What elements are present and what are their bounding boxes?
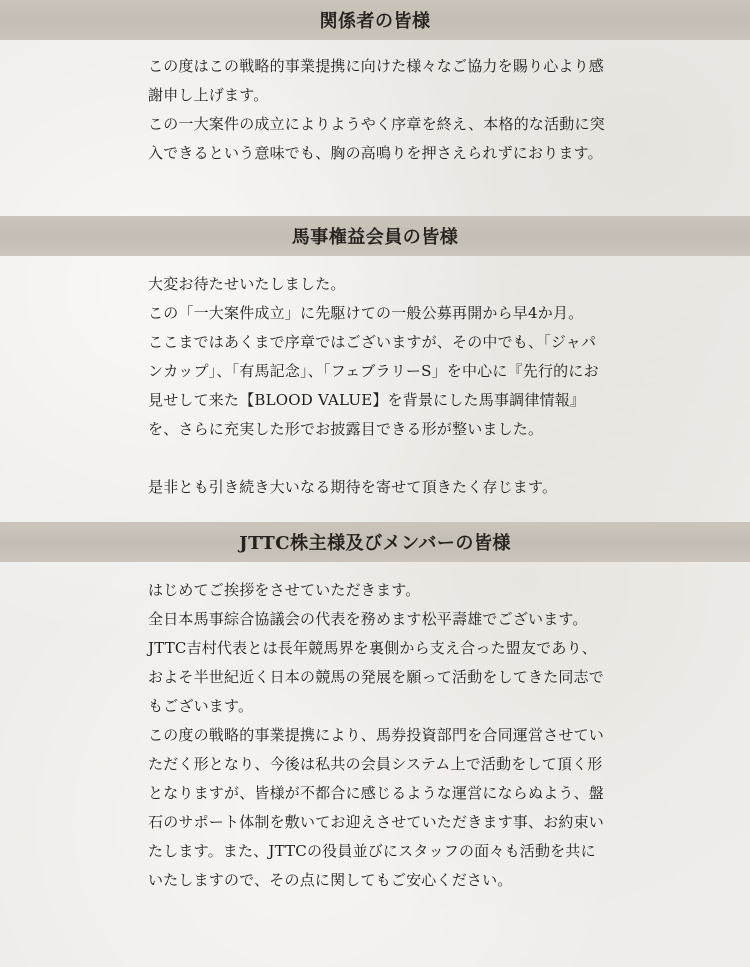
section-header-stakeholders	[0, 0, 750, 40]
paragraph: JTTC吉村代表とは長年競馬界を裏側から支え合った盟友であり、およそ半世紀近く日本の競馬の発展を願って活動をしてきた同志でもございます。	[148, 639, 605, 715]
paragraph: はじめてご挨拶をさせていただきます。	[148, 581, 421, 599]
paragraph: この度の戦略的事業提携により、馬券投資部門を合同運営させていただく形となり、今後は私共の会員システム上で活動をして頂く形となりますが、皆様が不都合に感じるような運営にならぬよう、盤石のサポート体制を敷いてお迎えさせていただきます事、お約束いたします。また、JTTCの役員並びにスタッフの面々も活動を共にいたしますので、その点に関してもご安心ください。	[148, 726, 605, 889]
paragraph: この「一大案件成立」に先駆けての一般公募再開から早4か月。	[148, 304, 584, 322]
paragraph: 大変お待たせいたしました。	[148, 275, 346, 293]
section-body-jttc	[148, 576, 608, 895]
section-heading: 馬事権益会員の皆様	[291, 227, 459, 248]
section-header-members	[0, 216, 750, 256]
section-heading: JTTC株主様及びメンバーの皆様	[239, 533, 511, 554]
paragraph-spacer	[148, 444, 608, 473]
paragraph: 是非とも引き続き大いなる期待を寄せて頂きたく存じます。	[148, 478, 558, 496]
paragraph: この一大案件の成立によりようやく序章を終え、本格的な活動に突入できるという意味でも、胸の高鳴りを押さえられずにおります。	[148, 115, 605, 162]
section-heading: 関係者の皆様	[319, 11, 431, 32]
paragraph: 全日本馬事綜合協議会の代表を務めます松平壽雄でございます。	[148, 610, 588, 628]
section-body-members	[148, 270, 608, 502]
paragraph: ここまではあくまで序章ではございますが、その中でも、「ジャパンカップ」、「有馬記念」、「フェブラリーS」を中心に『先行的にお見せして来た【BLOOD VALUE】を背景にした馬事調律情報』を、さらに充実した形でお披露目できる形が整いました。	[148, 333, 599, 438]
section-body-stakeholders	[148, 52, 608, 168]
paragraph: この度はこの戦略的事業提携に向けた様々なご協力を賜り心より感謝申し上げます。	[148, 57, 605, 104]
section-header-jttc	[0, 522, 750, 562]
